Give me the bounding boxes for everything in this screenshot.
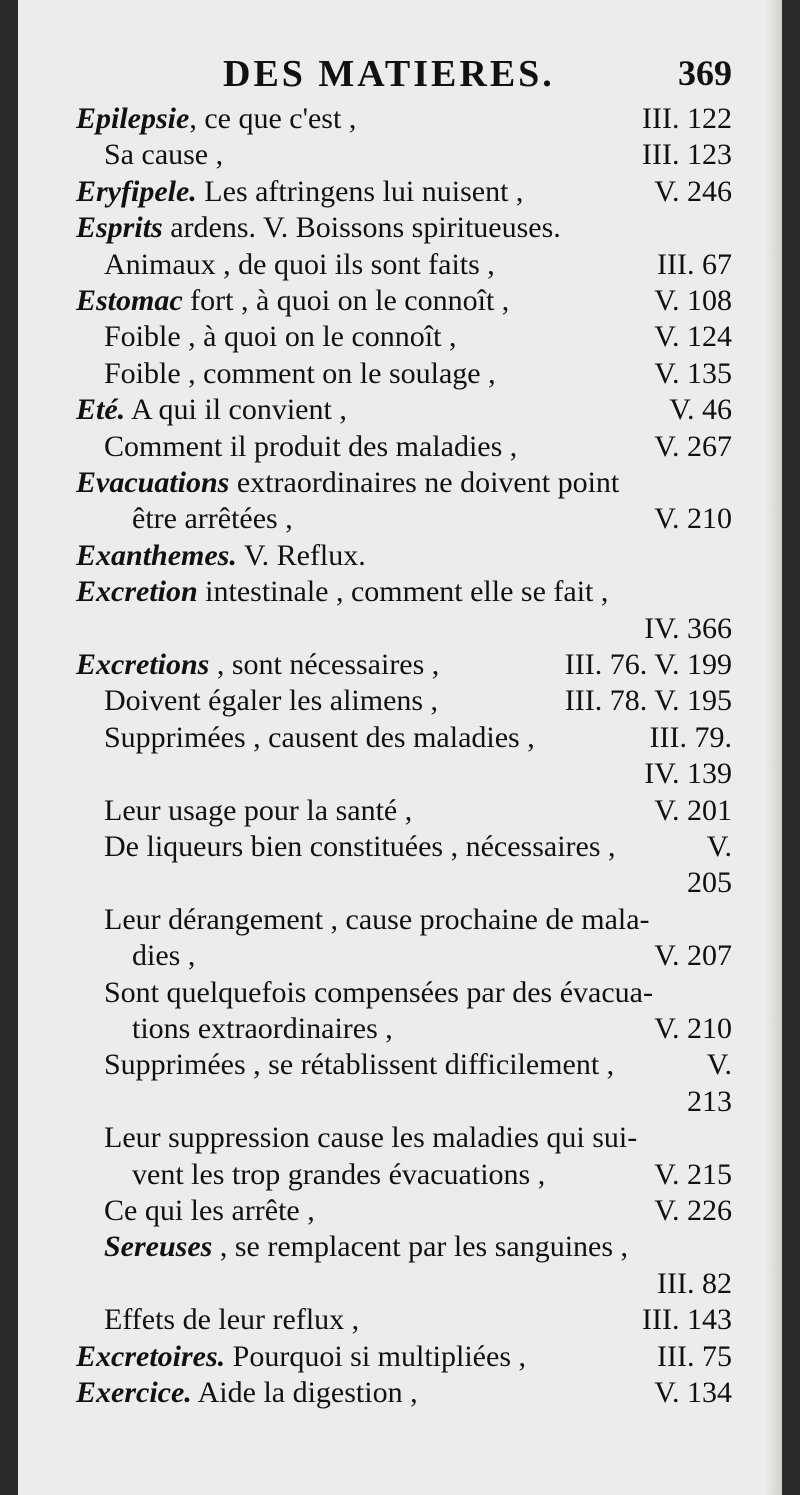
entry-heading: Evacuations [76,466,230,499]
entry-body: De liqueurs bien constituées , nécessaires , [104,830,616,863]
index-entry [76,282,732,320]
entry-reference: III. 67 [657,247,732,281]
entry-text [76,100,356,138]
entry-text [76,282,509,320]
entry-reference: V. 246 [654,174,732,208]
entry-text [104,136,223,174]
entry-body: Les aftringens lui nuisent , [196,174,524,208]
entry-reference: III. 122 [642,102,732,135]
entry-text [76,391,347,429]
entry-body: , sont nécessaires , [209,648,440,681]
entry-body: Doivent égaler les alimens , [104,684,439,718]
entry-reference: III. 78. V. 195 [564,684,732,718]
entry-text [104,428,517,466]
index-entry [76,1228,732,1266]
index-entry [76,1301,732,1339]
index-entry [76,500,732,538]
entry-text [76,173,523,211]
entry-reference: V. 215 [654,1157,732,1191]
index-entry [76,1374,732,1412]
entry-body: , ce que c'est , [189,102,357,135]
entry-text [104,318,456,356]
entry-reference: V. [706,830,732,863]
book-page [18,0,782,1495]
page-number: 369 [678,53,732,93]
entry-reference: V. 46 [669,393,732,427]
entry-body: extraordinaires ne doivent point [229,466,620,499]
index-entry [76,828,732,866]
entry-heading: Exercice. [76,1376,192,1409]
entry-text [104,682,438,720]
index-entry [76,901,732,939]
entry-reference: V. 267 [654,429,732,463]
index-entry [76,100,732,138]
entry-reference: IV. 366 [644,611,732,645]
index-entry [76,246,732,284]
index-entry [76,610,732,648]
entry-text [104,355,496,393]
index-entry [76,573,732,611]
entry-body: ardens. V. Boissons spiritueuses. [162,211,561,245]
entry-body: intestinale , comment elle se fait , [197,575,609,609]
entry-reference: V. 210 [654,502,732,536]
entry-body: être arrêtées , [132,502,293,536]
entry-text [104,719,535,757]
entry-body: , se remplacent par les sanguines , [212,1230,629,1264]
index-entry [76,755,732,793]
entry-reference: III. 123 [642,138,732,172]
entry-body: fort , à quoi on le connoît , [182,284,510,317]
entry-reference: V. 134 [654,1376,732,1409]
entry-reference: 213 [687,1084,732,1118]
entry-text [76,209,561,247]
entry-reference: IV. 139 [644,757,732,791]
entry-text [132,937,195,975]
index-entry [76,464,732,502]
index-entry [76,209,732,247]
entry-reference: 205 [687,866,732,900]
entry-body: Animaux , de quoi ils sont faits , [104,247,495,281]
entry-text [104,828,616,866]
entry-body: Supprimées , causent des maladies , [104,720,535,754]
entry-reference: V. 210 [654,1012,732,1045]
entry-body: Leur suppression cause les maladies qui sui- [104,1121,638,1155]
index-entry [76,682,732,720]
entry-body: Comment il produit des maladies , [104,429,518,463]
entry-reference: V. 124 [654,320,732,354]
entry-reference: III. 75 [657,1339,732,1373]
entry-text [132,1156,545,1194]
index-entry [76,1192,732,1230]
index-entry [76,864,732,902]
index-entry [76,1338,732,1376]
entry-body: tions extraordinaires , [132,1012,393,1045]
entry-heading: Excretions [76,648,210,681]
page-header [18,52,782,100]
entry-body: Aide la digestion , [191,1376,418,1409]
index-entry [76,355,732,393]
index-entry [76,537,732,575]
entry-text [104,1301,359,1339]
entry-reference: III. 143 [642,1303,732,1337]
entry-reference: V. 226 [654,1194,732,1227]
entry-body: Sa cause , [104,138,224,172]
entry-heading: Eté. [76,393,126,427]
entry-heading: Epilepsie [76,102,190,135]
entry-body: vent les trop grandes évacuations , [132,1157,546,1191]
entry-heading: Exanthemes. [76,538,237,572]
entry-body: Leur usage pour la santé , [104,793,413,827]
index-entry [76,428,732,466]
index-entry [76,173,732,211]
entry-text [104,792,412,830]
entry-body: Effets de leur reflux , [104,1303,360,1337]
page-edge [766,0,782,1495]
index-entry [76,937,732,975]
index-entry [76,974,732,1012]
entry-text [104,974,653,1012]
entry-text [76,464,619,502]
entry-body: A qui il convient , [125,393,347,427]
index-entry [76,792,732,830]
entry-body: Leur dérangement , cause prochaine de mala- [104,902,650,936]
index-entry [76,1265,732,1303]
index-entry [76,646,732,684]
entry-body: Foible , comment on le soulage , [104,356,496,390]
entry-heading: Excretion [76,575,198,609]
entry-reference: V. 108 [654,284,732,317]
entry-reference: V. 201 [654,793,732,827]
entry-body: Ce qui les arrête , [104,1194,315,1227]
index-entry [76,1156,732,1194]
entry-text [104,1046,614,1084]
entry-reference: V. [706,1048,732,1082]
index-entry [76,136,732,174]
entry-text [104,246,495,284]
entry-text [104,1119,637,1157]
entry-text [76,1374,418,1412]
index-entry [76,719,732,757]
entry-text [76,1338,526,1376]
entry-heading: Sereuses [104,1230,213,1264]
running-title: DES MATIERES. [223,53,555,95]
entry-reference: III. 82 [657,1266,732,1300]
entry-heading: Estomac [76,284,183,317]
entry-reference: V. 135 [654,356,732,390]
index-entry [76,1046,732,1084]
entry-body: dies , [132,939,196,973]
entry-body: Supprimées , se rétablissent difficilement , [104,1048,615,1082]
entry-text [76,537,366,575]
entry-text [104,901,650,939]
index-entry [76,1119,732,1157]
entry-heading: Esprits [76,211,163,245]
entry-text [76,646,439,684]
entry-body: Sont quelquefois compensées par des évacua- [104,975,653,1009]
entry-text [132,1010,393,1048]
entry-reference: III. 76. V. 199 [564,648,732,681]
index-entry [76,318,732,356]
index-entry [76,1010,732,1048]
entry-text [104,1192,315,1230]
entry-body: Foible , à quoi on le connoît , [104,320,457,354]
entry-body: Pourquoi si multipliées , [225,1339,526,1373]
entry-body: V. Reflux. [236,538,366,572]
entry-reference: V. 207 [654,939,732,973]
entry-text [104,1228,628,1266]
entry-heading: Eryfipele. [76,174,197,208]
index-entry [76,391,732,429]
index-entry [76,1083,732,1121]
entry-reference: III. 79. [649,720,732,754]
entry-heading: Excretoires. [76,1339,226,1373]
entry-text [76,573,608,611]
entry-text [132,500,293,538]
